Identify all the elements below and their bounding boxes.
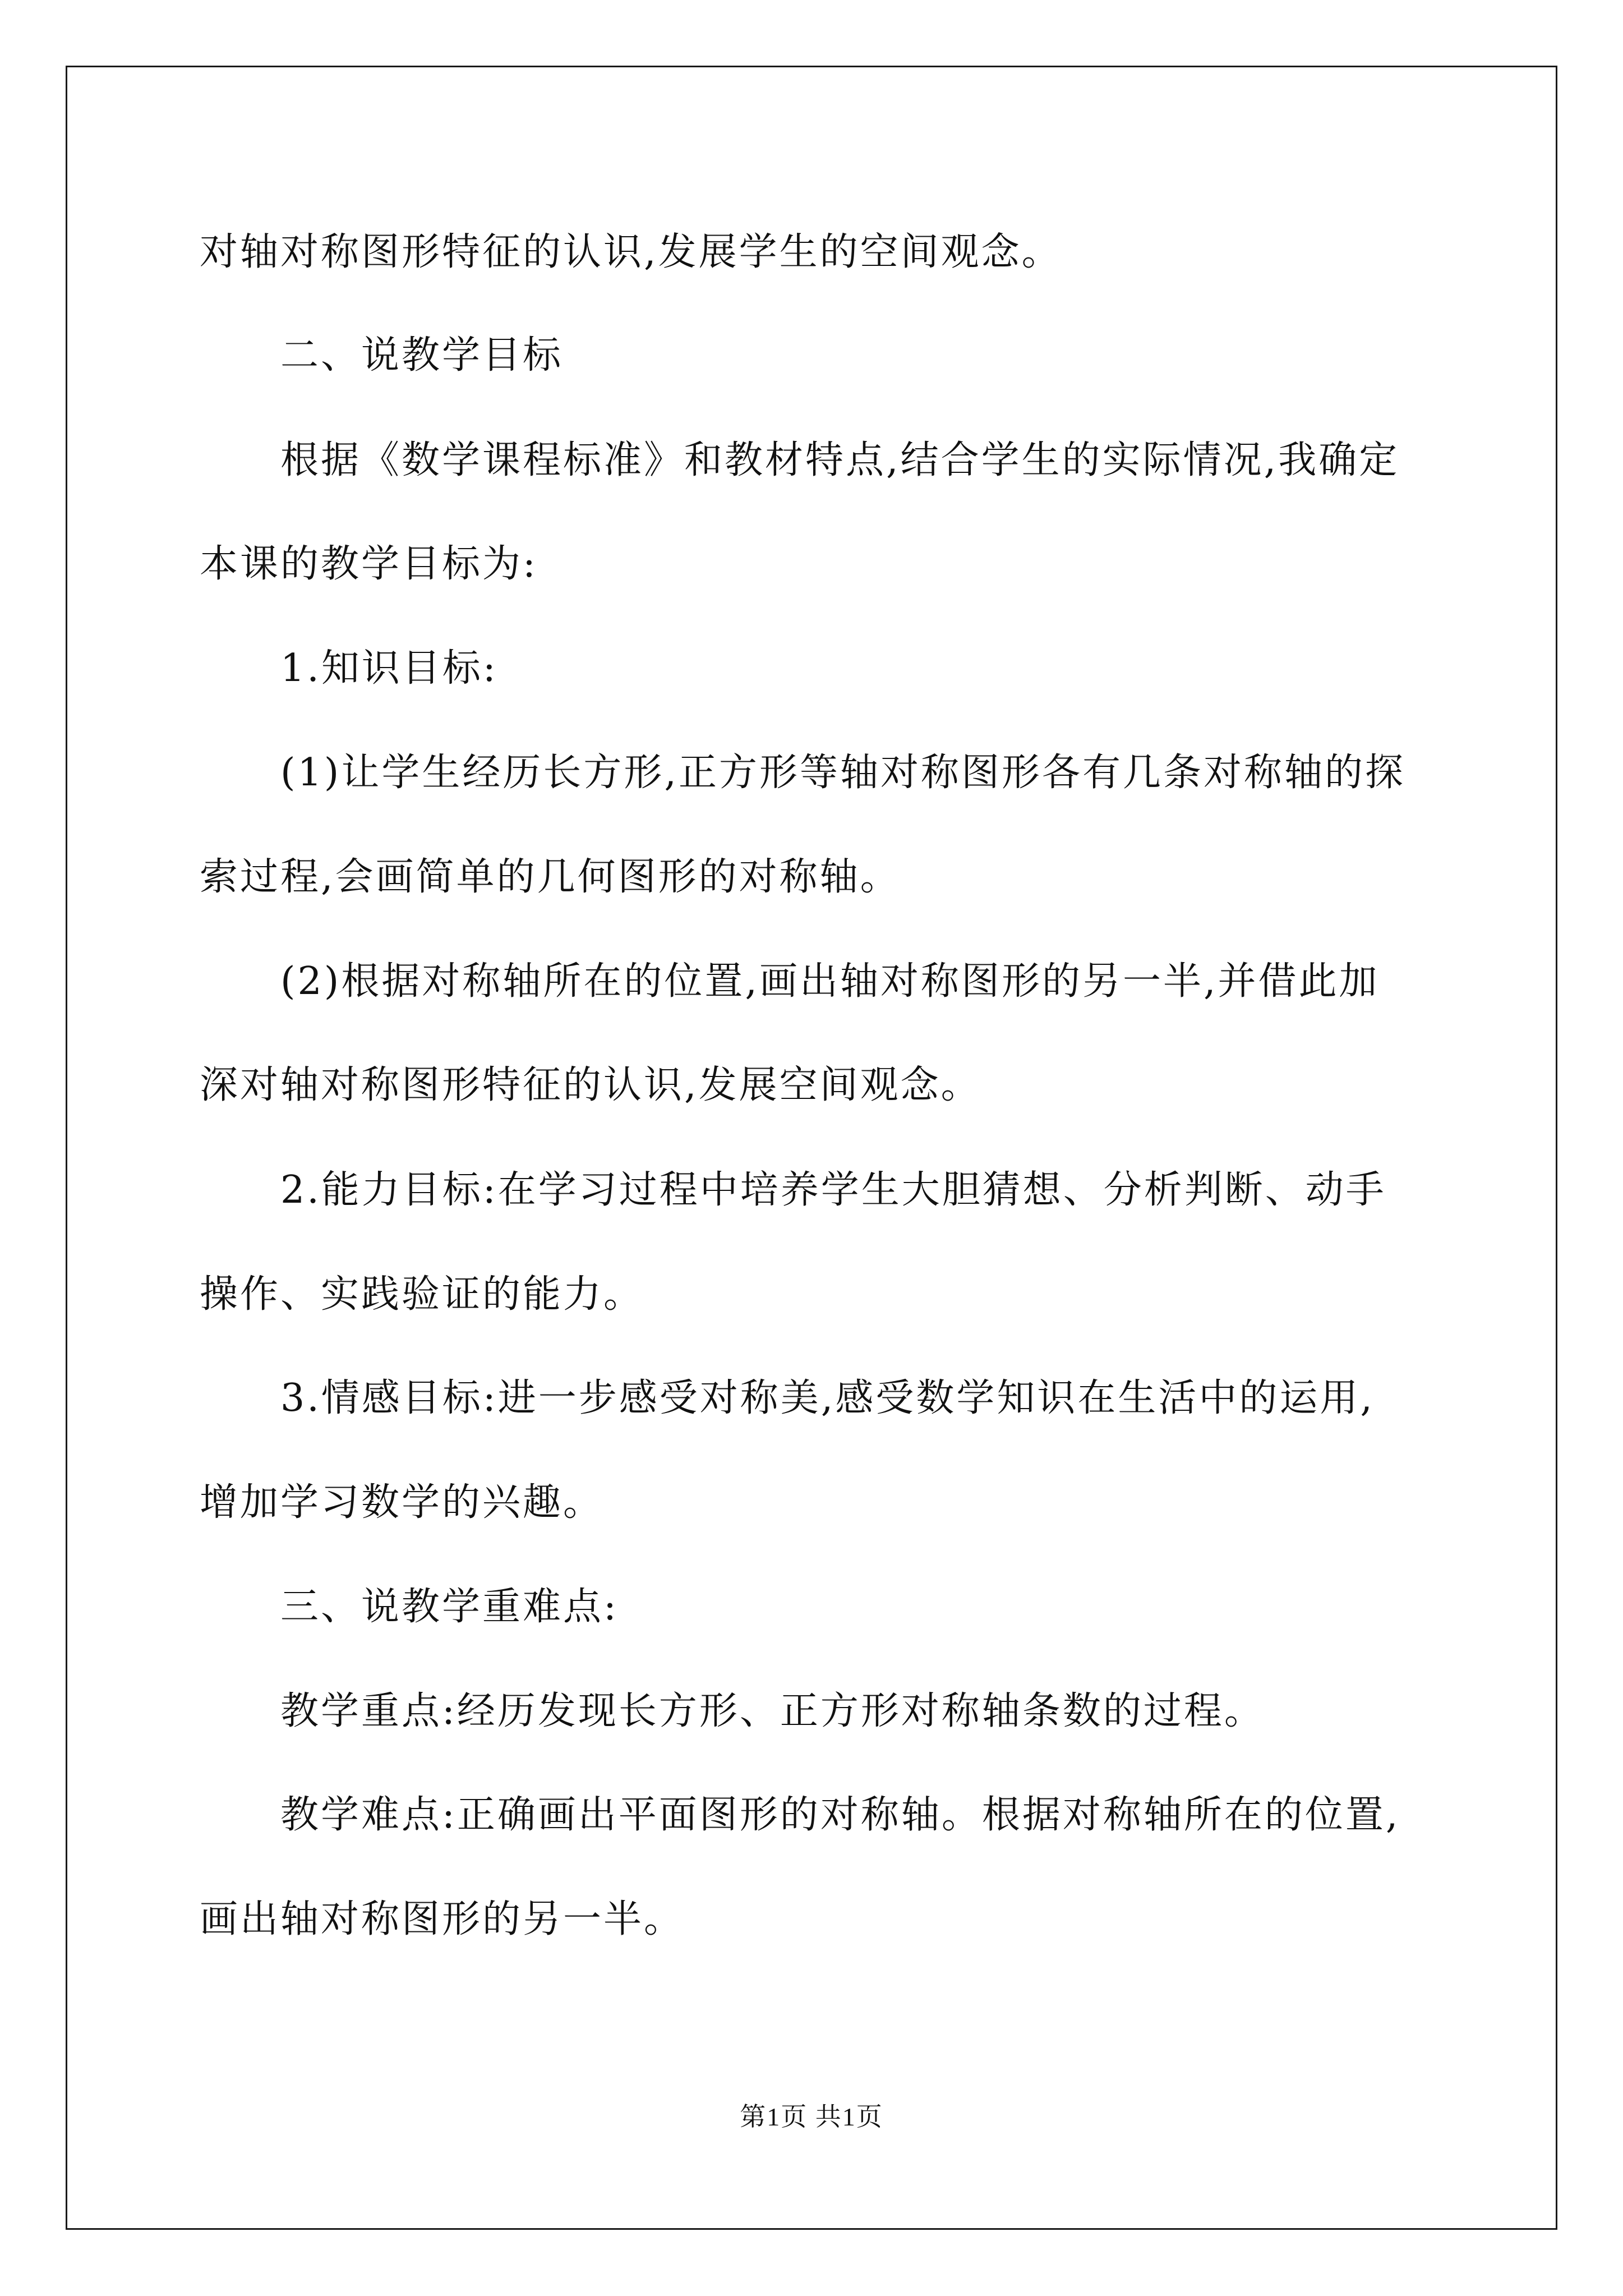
text-line: (1)让学生经历长方形,正方形等轴对称图形各有几条对称轴的探 [280, 751, 1405, 795]
text-line: 本课的教学目标为: [200, 542, 538, 586]
subheading: 1.知识目标: [280, 646, 498, 691]
text-line: 2.能力目标:在学习过程中培养学生大胆猜想、分析判断、动手 [280, 1168, 1386, 1212]
text-line: 深对轴对称图形特征的认识,发展空间观念。 [200, 1063, 981, 1107]
text-line: (2)根据对称轴所在的位置,画出轴对称图形的另一半,并借此加 [280, 959, 1380, 1004]
page-number-footer: 第1页 共1页 [740, 2102, 883, 2131]
section-heading: 三、说教学重难点: [280, 1585, 619, 1629]
text-line: 教学重点:经历发现长方形、正方形对称轴条数的过程。 [280, 1689, 1265, 1733]
text-line: 增加学习数学的兴趣。 [200, 1480, 604, 1525]
text-line: 教学难点:正确画出平面图形的对称轴。根据对称轴所在的位置, [280, 1793, 1400, 1837]
text-line: 3.情感目标:进一步感受对称美,感受数学知识在生活中的运用, [280, 1376, 1375, 1420]
text-line: 操作、实践验证的能力。 [200, 1272, 644, 1317]
text-line: 对轴对称图形特征的认识,发展学生的空间观念。 [200, 230, 1062, 274]
section-heading: 二、说教学目标 [280, 333, 564, 378]
text-line: 根据《数学课程标准》和教材特点,结合学生的实际情况,我确定 [280, 438, 1400, 482]
text-line: 画出轴对称图形的另一半。 [200, 1897, 685, 1941]
text-line: 索过程,会画简单的几何图形的对称轴。 [200, 855, 901, 899]
